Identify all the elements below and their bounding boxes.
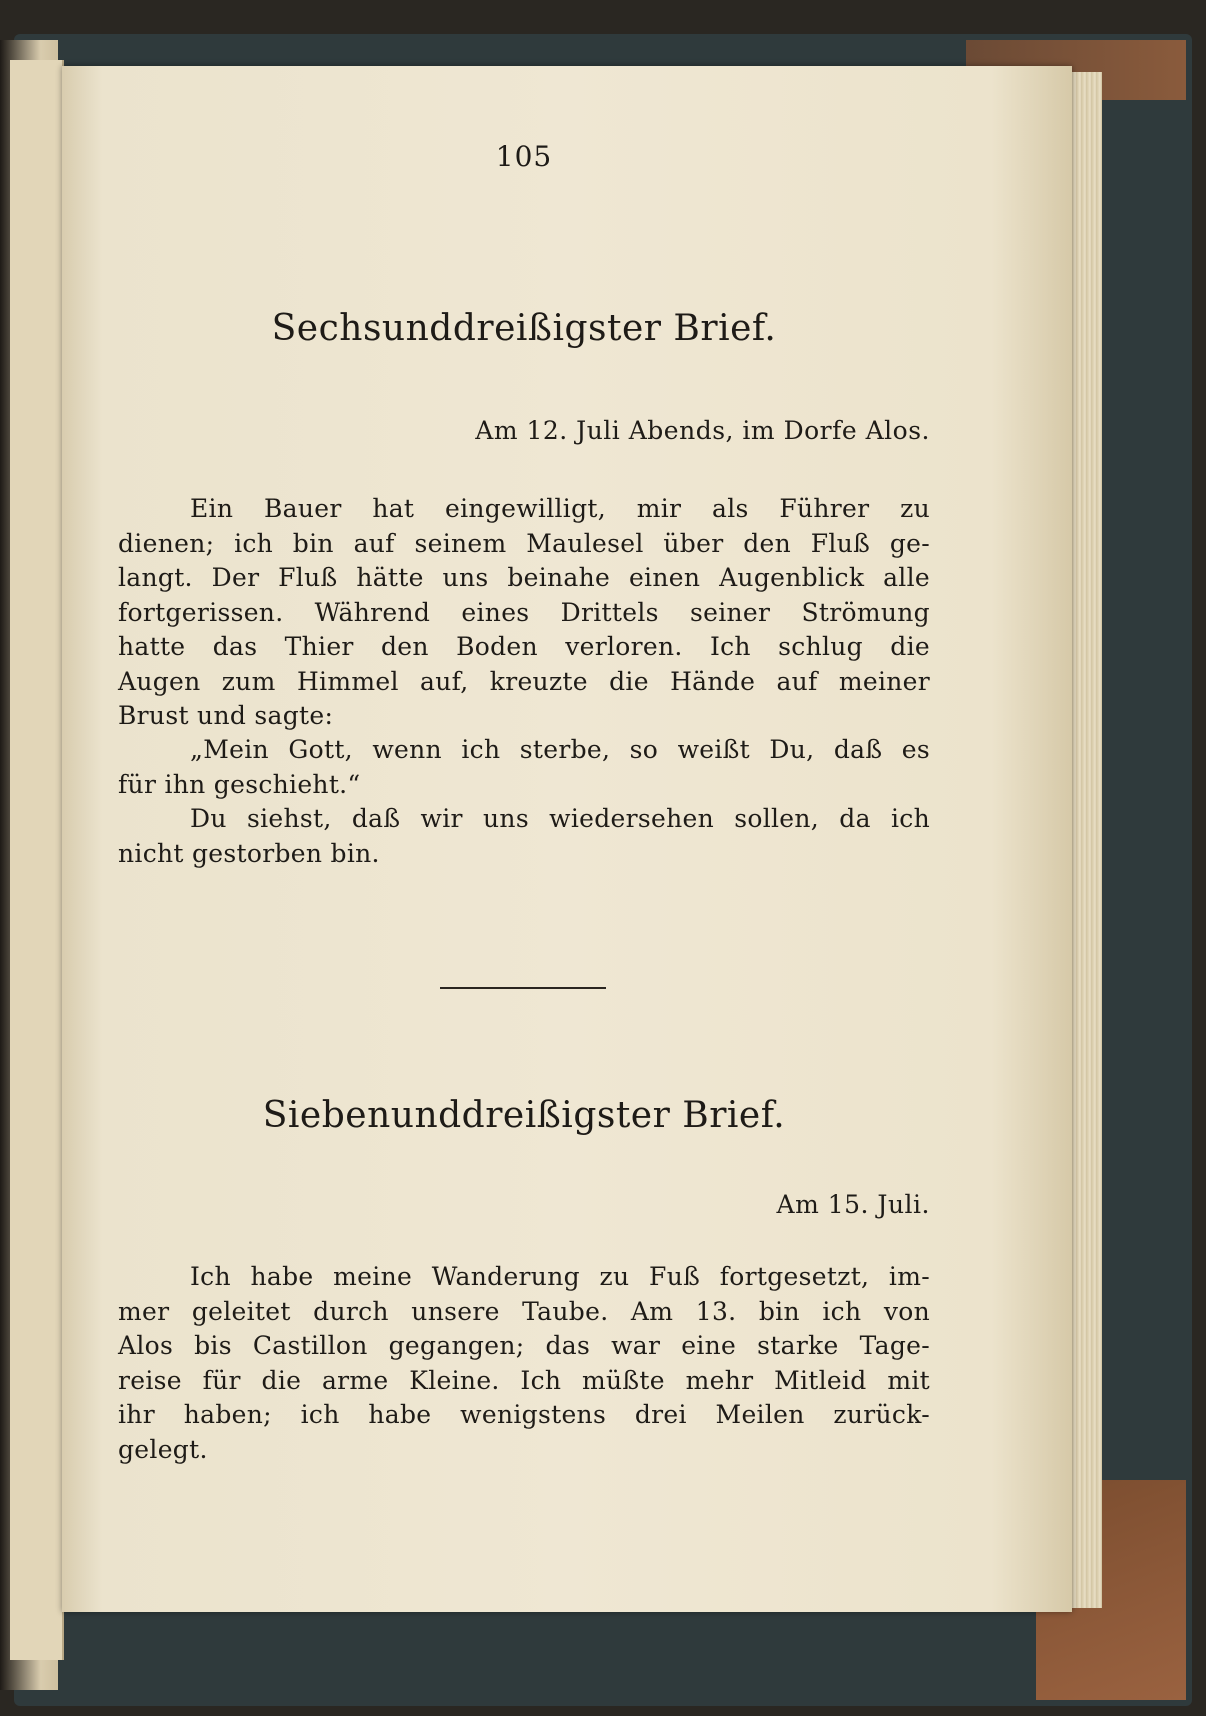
text-line: für ihn geschieht.“ [118, 769, 361, 799]
text-line: fortgerissen. Während eines Drittels seiner Strömung [118, 597, 930, 627]
text-line: Brust und sagte: [118, 701, 334, 730]
text-line: hatte das Thier den Boden verloren. Ich schlug die [118, 632, 930, 661]
text-line: Du siehst, daß wir uns wiedersehen sollen, da ich [190, 804, 930, 833]
text-line: Ich habe meine Wanderung zu Fuß fortgesetzt, im- [190, 1262, 930, 1291]
letter-37-paragraph-1 [118, 1260, 930, 1467]
text-line: mer geleitet durch unsere Taube. Am 13. bin ich von [118, 1296, 930, 1326]
text-line: dienen; ich bin auf seinem Maulesel über den Fluß ge- [118, 528, 930, 558]
letter-37-dateline: Am 15. Juli. [776, 1190, 930, 1219]
letter-36-paragraph-1 [118, 492, 930, 734]
letter-36-quote [118, 733, 930, 802]
text-line: „Mein Gott, wenn ich sterbe, so weißt Du, daß es [190, 735, 930, 764]
section-divider [440, 987, 606, 989]
text-line: gelegt. [118, 1434, 208, 1464]
text-line: Augen zum Himmel auf, kreuzte die Hände auf meiner [118, 666, 930, 696]
text-line: langt. Der Fluß hätte uns beinahe einen Augenblick alle [118, 563, 930, 592]
page-stack-edge [1072, 72, 1102, 1608]
page-number: 105 [495, 140, 553, 173]
text-line: Ein Bauer hat eingewilligt, mir als Führer zu [190, 494, 930, 523]
text-line: Alos bis Castillon gegangen; das war eine starke Tage- [118, 1331, 930, 1360]
text-line: ihr haben; ich habe wenigstens drei Meilen zurück- [118, 1400, 930, 1429]
letter-36-heading: Sechsunddreißigster Brief. [271, 308, 777, 349]
text-line: nicht gestorben bin. [118, 838, 380, 868]
left-page-edge [10, 60, 64, 1660]
text-line: reise für die arme Kleine. Ich müßte mehr Mitleid mit [118, 1365, 930, 1395]
letter-36-dateline: Am 12. Juli Abends, im Dorfe Alos. [475, 416, 930, 445]
letter-36-paragraph-2 [118, 802, 930, 871]
letter-37-heading: Siebenunddreißigster Brief. [262, 1095, 786, 1136]
